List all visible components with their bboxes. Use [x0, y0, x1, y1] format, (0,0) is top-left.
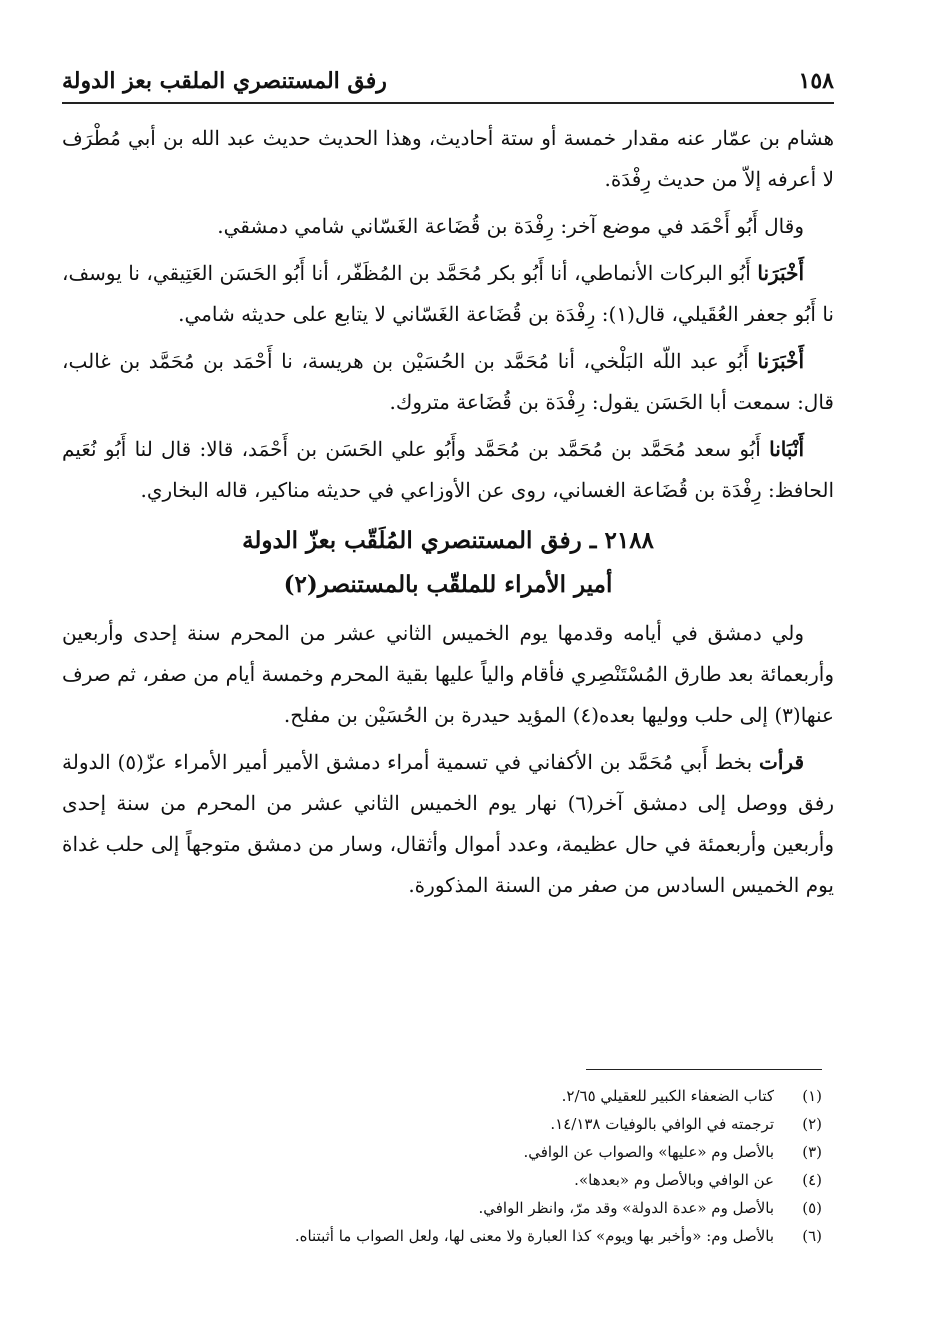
page-number: ١٥٨ [798, 68, 834, 94]
footnote-text: بالأصل وم «عليها» والصواب عن الوافي. [523, 1143, 774, 1161]
footnote-text: بالأصل وم «عدة الدولة» وقد مرّ، وانظر الوافي. [478, 1199, 774, 1217]
footnote-number: (٣) [802, 1143, 822, 1161]
paragraph [62, 429, 834, 511]
footnote-number: (١) [802, 1087, 822, 1105]
footnote-text: ترجمته في الوافي بالوفيات ١٤/١٣٨. [550, 1115, 774, 1133]
footnotes [62, 1082, 822, 1250]
paragraph-lead-word: أَخْبَرَنا [757, 349, 805, 373]
footnote-text: عن الوافي وبالأصل وم «بعدها». [574, 1171, 774, 1189]
footnote-divider [586, 1069, 822, 1070]
paragraph: هشام بن عمّار عنه مقدار خمسة أو ستة أحاديث، وهذا الحديث حديث عبد الله بن أبي مُطْرَف لا أعرفه إلاّ من حديث رِفْدَة. [62, 126, 834, 191]
paragraph: ولي دمشق في أيامه وقدمها يوم الخميس الثاني عشر من المحرم سنة إحدى وأربعين وأربعمائة بعد طارق المُسْتَنْصِري فأقام والياً عليها بقية المحرم وخمسة أيام من صفر، ثم صرف عنها(٣) إلى حلب ووليها بعده(٤) المؤيد حيدرة بن الحُسَيْن بن مفلح. [61, 621, 834, 727]
running-title: رفق المستنصري الملقب بعز الدولة [62, 68, 387, 94]
footnote-number: (٢) [802, 1115, 822, 1133]
footnote [62, 1082, 822, 1110]
footnote [62, 1110, 822, 1138]
footnote [62, 1138, 822, 1166]
footnote-number: (٤) [802, 1171, 822, 1189]
footnote-number: (٥) [802, 1199, 822, 1217]
paragraph [62, 341, 834, 423]
footnote [62, 1166, 822, 1194]
footnote-text: بالأصل وم: «وأخبر بها ويوم» كذا العبارة ولا معنى لها، ولعل الصواب ما أثبتناه. [294, 1227, 774, 1245]
paragraph-text: أَبُو عبد اللّه البَلْخي، أنا مُحَمَّد بن الحُسَيْن بن هريسة، نا أَحْمَد بن مُحَمَّد بن غالب، قال: سمعت أبا الحَسَن يقول: رِفْدَة بن قُضَاعة متروك. [62, 349, 834, 414]
footnote [62, 1222, 822, 1250]
paragraph-text: أَبُو البركات الأنماطي، أنا أَبُو بكر مُحَمَّد بن المُظَفّر، أنا أَبُو الحَسَن العَتِيقي، نا يوسف، نا أَبُو جعفر العُقَيلي، قال(١): رِفْدَة بن قُضَاعة الغَسّاني لا يتابع على حديثه شامي. [62, 261, 834, 326]
paragraph [62, 253, 834, 335]
paragraph-lead-word: قرأت [759, 750, 805, 774]
paragraph-lead-word: أَخْبَرَنا [757, 261, 805, 285]
main-text [62, 118, 834, 912]
footnote-number: (٦) [802, 1227, 822, 1245]
paragraph-text: أَبُو سعد مُحَمَّد بن مُحَمَّد بن مُحَمَّد وأَبُو علي الحَسَن بن أَحْمَد، قالا: قال لنا أَبُو نُعَيم الحافظ: رِفْدَة بن قُضَاعة الغساني، روى عن الأوزاعي في حديثه مناكير، قاله البخاري. [62, 437, 834, 502]
footnote-text: كتاب الضعفاء الكبير للعقيلي ٢/٦٥. [561, 1087, 774, 1105]
section-heading [62, 519, 834, 607]
running-header [62, 60, 834, 104]
paragraph: وقال أَبُو أَحْمَد في موضع آخر: رِفْدَة بن قُضَاعة الغَسّاني شامي دمشقي. [217, 214, 804, 238]
paragraph-lead-word: أَنْبَانا [769, 437, 805, 461]
section-heading-line-2: أمير الأمراء للملقّب بالمستنصر(٢) [283, 571, 613, 598]
section-heading-line-1: ٢١٨٨ ـ رفق المستنصري المُلَقّب بعزّ الدولة [242, 527, 654, 554]
footnote [62, 1194, 822, 1222]
paragraph-text: بخط أَبي مُحَمَّد بن الأكفاني في تسمية أمراء دمشق الأمير أمير الأمراء عزّ(٥) الدولة رفق ووصل إلى دمشق آخر(٦) نهار يوم الخميس الثاني عشر من المحرم من سنة إحدى وأربعين وأربعمئة في حال عظيمة، وعدد أموال وأثقال، وسار من دمشق متوجهاً إلى حلب غداة يوم الخميس السادس من صفر من السنة المذكورة. [62, 750, 834, 897]
paragraph [62, 742, 834, 906]
